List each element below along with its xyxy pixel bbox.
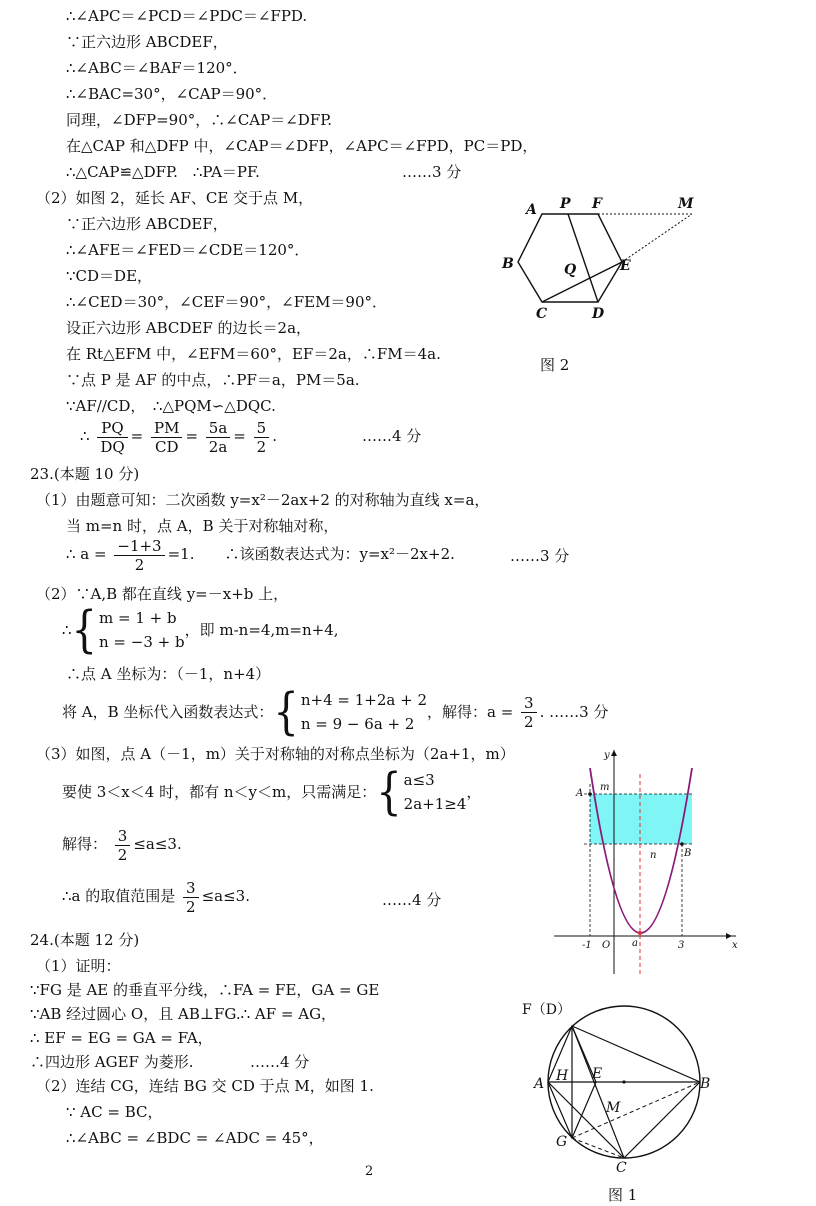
segment-pd <box>568 214 598 302</box>
text-line: 设正六边形 ABCDEF 的边长＝2a， <box>66 319 312 337</box>
figure-caption: 图 2 <box>540 356 570 374</box>
text-line: ∴∠CED＝30°，∠CEF＝90°，∠FEM＝90°． <box>66 293 388 311</box>
label-m: m <box>600 782 610 793</box>
score-note: ……4 分 <box>382 891 442 909</box>
label-a-tick: a <box>632 938 638 949</box>
figure-caption: 图 1 <box>608 1186 638 1204</box>
label-e: E <box>620 258 631 274</box>
text-line: ∵正六边形 ABCDEF， <box>66 215 228 233</box>
point-b <box>680 842 684 846</box>
label-o: O <box>602 940 611 951</box>
text-line: 同理，∠DFP=90°，∴∠CAP＝∠DFP. <box>66 111 333 129</box>
label-e: E <box>592 1066 603 1082</box>
segment-gc <box>572 1138 624 1158</box>
label-x: x <box>732 940 738 951</box>
text-line: ∵AB 经过圆心 O，且 AB⊥FG.∴ AF = AG， <box>30 1005 337 1023</box>
page-number: 2 <box>365 1164 374 1179</box>
label-q: Q <box>564 262 577 278</box>
formula-line: ∴ a = $\frac{-1+3}{2}$ =1. ∴该函数表达式为：y=x²－2x+2. <box>66 536 455 574</box>
section-heading: 24.(本题 12 分) <box>30 931 140 949</box>
label-c: C <box>536 306 548 322</box>
segment-em <box>622 214 692 262</box>
equation-system: 将 A，B 坐标代入函数表达式：{ n+4 = 1+2a + 2 n = 9 − 6a + 2 ，解得：a = $\frac{3}{2}$ . ……3 分 <box>62 683 609 741</box>
score-note: ……4 分 <box>362 427 422 445</box>
equation-system: 要使 3＜x＜4 时，都有 n＜y＜m，只需满足：{ a≤3 2a+1≥4 ， <box>62 763 482 821</box>
text-line: ∵FG 是 AE 的垂直平分线，∴FA = FE，GA = GE <box>30 981 380 999</box>
text-line: ∴∠ABC = ∠BDC = ∠ADC = 45°， <box>66 1129 324 1147</box>
text-line: 在△CAP 和△DFP 中，∠CAP＝∠DFP，∠APC＝∠FPD，PC＝PD， <box>66 137 538 155</box>
section-heading: 23.(本题 10 分) <box>30 465 140 483</box>
score-note: ……4 分 <box>250 1053 310 1071</box>
text-line: （1）由题意可知：二次函数 y=x²－2ax+2 的对称轴为直线 x=a， <box>36 491 490 509</box>
label-p: P <box>560 196 571 212</box>
text-line: （2）连结 CG，连结 BG 交 CD 于点 M，如图 1. <box>36 1077 374 1095</box>
circle-figure <box>520 1000 720 1180</box>
label-a: A <box>526 202 537 218</box>
text-line: 当 m=n 时，点 A，B 关于对称轴对称， <box>66 517 339 535</box>
segment-gb <box>572 1082 700 1138</box>
text-line: ∴四边形 AGEF 为菱形. <box>30 1053 194 1071</box>
text-line: ∴∠APC＝∠PCD＝∠PDC＝∠FPD. <box>66 7 308 25</box>
x-arrow <box>726 933 732 939</box>
text-line: ∴点 A 坐标为：（－1，n+4） <box>66 665 271 683</box>
text-line: （2）∵A,B 都在直线 y=－x+b 上， <box>36 585 289 603</box>
label-a: A <box>576 788 584 799</box>
parabola-graph <box>550 744 746 976</box>
text-line: （3）如图，点 A（－1，m）关于对称轴的对称点坐标为（2a+1，m） <box>36 745 515 763</box>
text-line: ∴ EF = EG = GA = FA， <box>30 1029 213 1047</box>
formula-line: 解得： $\frac{3}{2}$ ≤a≤3. <box>62 826 182 864</box>
tick-3: 3 <box>678 940 685 951</box>
text-line: ∵点 P 是 AF 的中点，∴PF＝a，PM＝5a. <box>66 371 360 389</box>
label-m: M <box>678 196 694 212</box>
text-line: ∴∠ABC＝∠BAF＝120°． <box>66 59 248 77</box>
text-line: ∵正六边形 ABCDEF， <box>66 33 228 51</box>
text-line: ∵CD＝DE， <box>66 267 153 285</box>
text-line: 在 Rt△EFM 中，∠EFM＝60°，EF＝2a，∴FM＝4a. <box>66 345 441 363</box>
label-n: n <box>650 850 657 861</box>
label-b: B <box>684 848 692 859</box>
segment-cb <box>624 1082 700 1158</box>
label-f: F <box>592 196 602 212</box>
y-arrow <box>611 750 617 756</box>
label-a: A <box>534 1076 545 1092</box>
equation-system: ∴{ m = 1 + b n = −3 + b ，即 m-n=4,m=n+4, <box>62 601 339 659</box>
label-m: M <box>606 1100 621 1116</box>
label-h: H <box>556 1068 569 1084</box>
label-b: B <box>700 1076 711 1092</box>
formula-line: ∴ $\frac{PQ}{DQ}$ = $\frac{PM}{CD}$ = $\frac{5a}{2a}$ = $\frac{5}{2}$ . <box>80 418 277 456</box>
tick-neg1: -1 <box>582 940 592 951</box>
vertex-point <box>638 931 642 935</box>
text-line: ∴△CAP≌△DFP. ∴PA＝PF. <box>66 163 260 181</box>
hexagon-figure <box>496 192 710 322</box>
text-line: ∵AF//CD， ∴△PQM∽△DQC. <box>66 397 276 415</box>
score-note: ……3 分 <box>402 163 462 181</box>
label-d: D <box>592 306 605 322</box>
label-c: C <box>616 1160 627 1176</box>
text-line: （2）如图 2，延长 AF、CE 交于点 M， <box>36 189 314 207</box>
label-fd: F（D） <box>522 1002 571 1018</box>
center-point <box>622 1080 625 1083</box>
label-y: y <box>604 750 610 761</box>
text-line: ∴∠BAC=30°，∠CAP＝90°． <box>66 85 278 103</box>
label-g: G <box>556 1134 568 1150</box>
text-line: ∵ AC = BC， <box>66 1103 163 1121</box>
label-b: B <box>502 256 514 272</box>
highlight-region <box>590 794 692 844</box>
text-line: ∴∠AFE＝∠FED＝∠CDE＝120°． <box>66 241 310 259</box>
hexagon-shape <box>518 214 622 302</box>
point-a <box>588 792 592 796</box>
score-note: ……3 分 <box>510 547 570 565</box>
text-line: （1）证明： <box>36 957 121 975</box>
formula-line: ∴a 的取值范围是 $\frac{3}{2}$ ≤a≤3. <box>62 878 250 916</box>
